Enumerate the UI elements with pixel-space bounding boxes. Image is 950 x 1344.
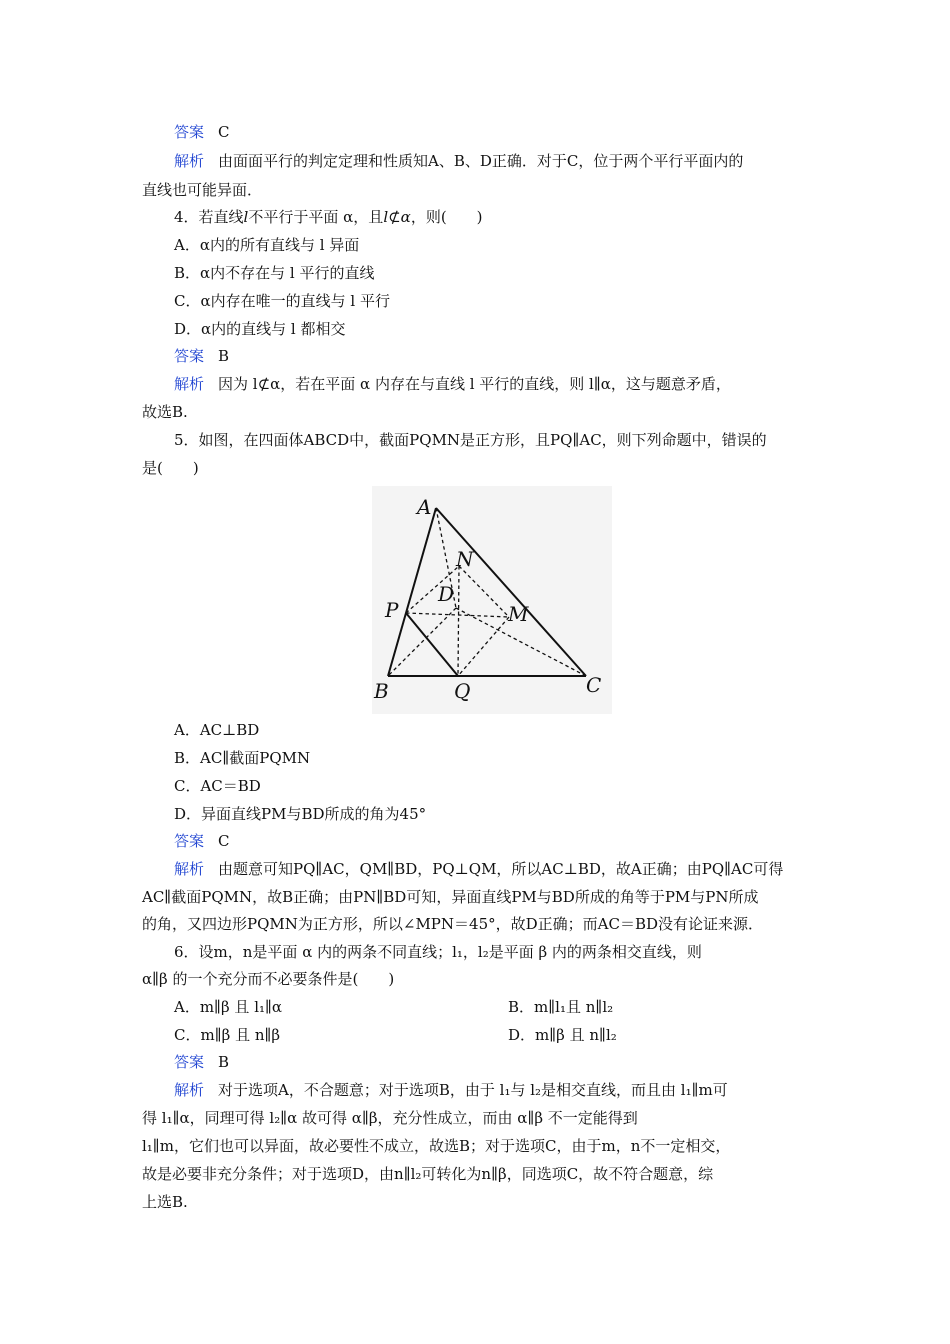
q5-analysis-line (174, 859, 783, 879)
analysis-continuation: 直线也可能异面． (142, 181, 263, 199)
q5-analysis-continuation-2: 的角，又四边形PQMN为正方形，所以∠MPN＝45°，故D正确；而AC＝BD没有论证来源． (142, 915, 763, 933)
question-4-stem (174, 207, 483, 227)
q4-not-subset: l⊄α (383, 208, 411, 226)
segment-PQ (406, 613, 458, 676)
q4-option-b: B．α内不存在与 l 平行的直线 (174, 264, 375, 282)
segment-NM (459, 566, 509, 617)
q4-analysis-line (174, 374, 731, 394)
analysis-text: 由题意可知PQ∥AC，QM∥BD，PQ⊥QM，所以AC⊥BD，故A正确；由PQ∥AC可得 (218, 860, 784, 878)
answer-line (174, 122, 230, 142)
q5-option-d: D．异面直线PM与BD所成的角为45° (174, 805, 427, 823)
label-M: M (508, 602, 529, 626)
q6-option-c: C．m∥β 且 n∥β (174, 1026, 281, 1044)
answer-label: 答案 (174, 123, 205, 141)
tetrahedron-diagram (372, 486, 612, 714)
q6-option-d: D．m∥β 且 n∥l₂ (508, 1026, 617, 1044)
analysis-text: 由面面平行的判定定理和性质知A、B、D正确．对于C，位于两个平行平面内的 (218, 152, 744, 170)
q4-plane-alpha: α (343, 208, 354, 226)
question-6-stem-continuation: α∥β 的一个充分而不必要条件是( ) (142, 970, 395, 988)
answer-value: C (218, 123, 230, 141)
answer-value: B (218, 347, 230, 365)
analysis-label: 解析 (174, 375, 205, 393)
tetrahedron-figure (372, 486, 612, 714)
q6-analysis-continuation-1: 得 l₁∥α，同理可得 l₂∥α 故可得 α∥β，充分性成立，而由 α∥β 不一定能得到 (142, 1109, 638, 1127)
q4-stem-part: ，且 (353, 208, 384, 226)
question-5-stem-continuation: 是( ) (142, 459, 199, 477)
q6-analysis-continuation-2: l₁∥m，它们也可以异面，故必要性不成立，故选B；对于选项C，由于m，n不一定相交， (142, 1137, 731, 1155)
edge-AB (388, 508, 436, 676)
q6-option-b: B．m∥l₁且 n∥l₂ (508, 998, 614, 1016)
q4-option-a: A．α内的所有直线与 l 异面 (174, 236, 360, 254)
q5-answer-line (174, 831, 230, 851)
q6-answer-line (174, 1052, 229, 1072)
segment-MQ (458, 617, 509, 676)
analysis-label: 解析 (174, 860, 205, 878)
answer-label: 答案 (174, 1053, 205, 1071)
q5-option-b: B．AC∥截面PQMN (174, 749, 311, 767)
answer-label: 答案 (174, 832, 205, 850)
answer-value: B (218, 1053, 230, 1071)
q6-analysis-continuation-3: 故是必要非充分条件；对于选项D，由n∥l₂可转化为n∥β，同选项C，故不符合题意，综 (142, 1165, 714, 1183)
segment-PM (406, 613, 509, 617)
q6-analysis-continuation-4: 上选B. (142, 1193, 188, 1211)
q4-stem-part: 4．若直线 (174, 208, 244, 226)
q4-option-d: D．α内的直线与 l 都相交 (174, 320, 346, 338)
label-D: D (438, 582, 455, 606)
q4-stem-part: ，则( ) (410, 208, 483, 226)
label-P: P (385, 598, 399, 622)
label-Q: Q (454, 679, 471, 703)
q4-stem-part: 不平行于平面 (248, 208, 339, 226)
answer-label: 答案 (174, 347, 205, 365)
q4-option-c: C．α内存在唯一的直线与 l 平行 (174, 292, 390, 310)
segment-NQ (458, 566, 459, 676)
label-A: A (417, 495, 432, 519)
q5-analysis-continuation-1: AC∥截面PQMN，故B正确；由PN∥BD可知，异面直线PM与BD所成的角等于PM与PN所成 (142, 888, 759, 906)
question-5-stem: 5．如图，在四面体ABCD中，截面PQMN是正方形，且PQ∥AC，则下列命题中，错误的 (174, 431, 767, 449)
q4-analysis-continuation: 故选B. (142, 403, 188, 421)
q4-answer-line (174, 346, 229, 366)
label-N: N (456, 547, 474, 571)
analysis-text: 因为 l⊄α，若在平面 α 内存在与直线 l 平行的直线，则 l∥α，这与题意矛盾， (218, 375, 731, 393)
q4-line-l: l (243, 208, 249, 226)
q6-option-a: A．m∥β 且 l₁∥α (174, 998, 283, 1016)
analysis-label: 解析 (174, 152, 205, 170)
label-B: B (374, 679, 389, 703)
q5-option-a: A．AC⊥BD (174, 721, 260, 739)
label-C: C (586, 673, 602, 697)
q6-analysis-line (174, 1080, 728, 1100)
answer-value: C (218, 832, 230, 850)
analysis-text: 对于选项A，不合题意；对于选项B，由于 l₁与 l₂是相交直线，而且由 l₁∥m可 (218, 1081, 728, 1099)
question-6-stem: 6．设m，n是平面 α 内的两条不同直线；l₁，l₂是平面 β 内的两条相交直线，则 (174, 943, 702, 961)
analysis-line (174, 151, 743, 171)
analysis-label: 解析 (174, 1081, 205, 1099)
q5-option-c: C．AC＝BD (174, 777, 261, 795)
